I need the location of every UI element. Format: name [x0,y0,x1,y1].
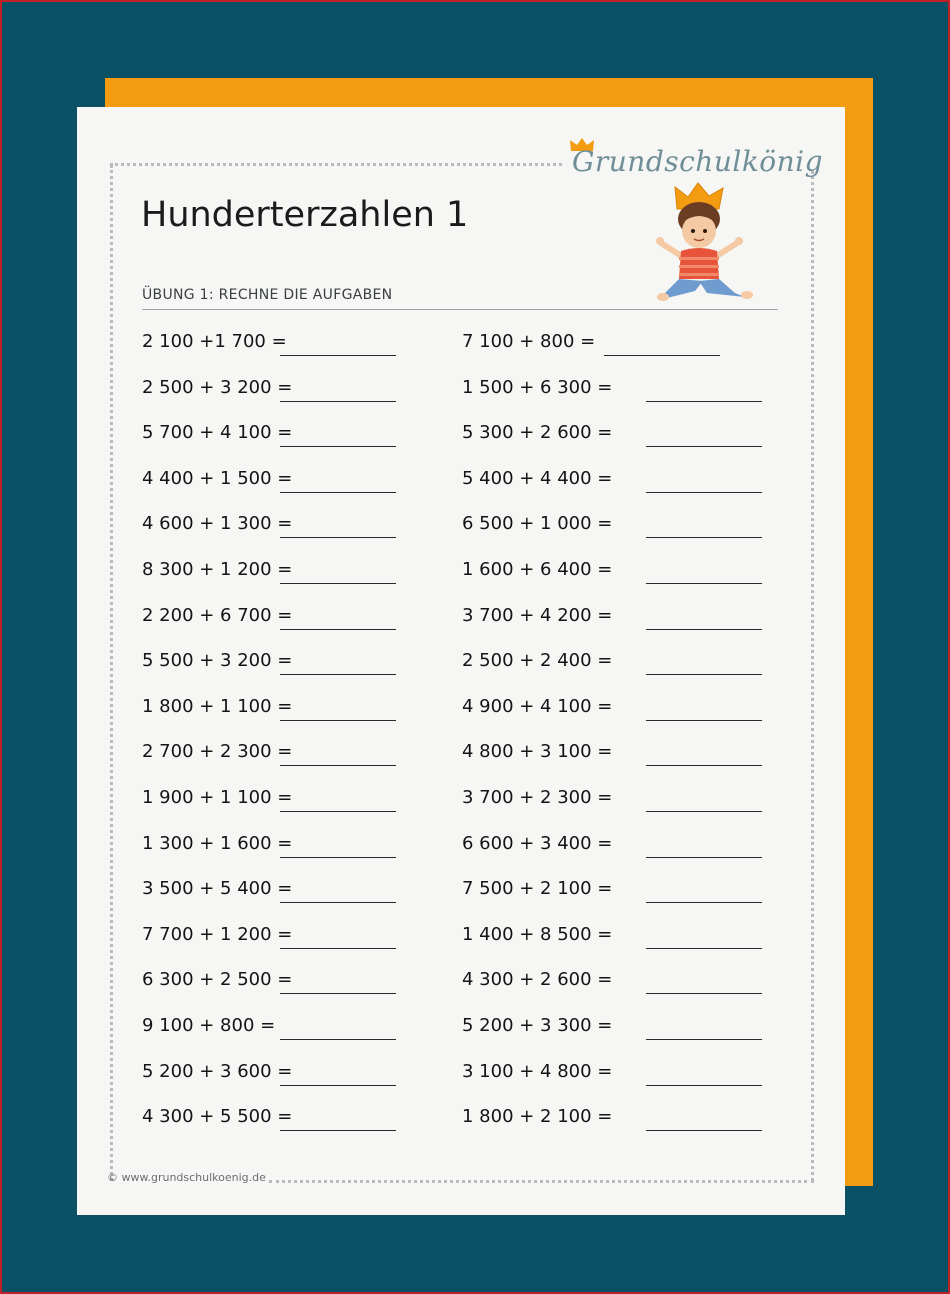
task-left: 2 500 + 3 200 = [142,376,293,398]
answer-line[interactable] [646,1130,762,1131]
answer-line[interactable] [280,1130,396,1131]
answer-line[interactable] [646,811,762,812]
page-title: Hunderterzahlen 1 [141,195,469,235]
answer-line[interactable] [280,1085,396,1086]
task-left: 5 700 + 4 100 = [142,422,293,444]
task-left: 5 500 + 3 200 = [142,650,293,672]
answer-line[interactable] [646,492,762,493]
task-right: 2 500 + 2 400 = [462,650,613,672]
dotted-border-left [110,165,113,1181]
worksheet-page [77,107,845,1215]
task-left: 1 800 + 1 100 = [142,695,293,717]
answer-line[interactable] [646,720,762,721]
answer-line[interactable] [646,629,762,630]
task-right: 4 900 + 4 100 = [462,695,613,717]
answer-line[interactable] [280,902,396,903]
answer-line[interactable] [646,948,762,949]
boy-with-crown-illustration [655,181,755,303]
answer-line[interactable] [280,674,396,675]
task-left: 6 300 + 2 500 = [142,969,293,991]
answer-line[interactable] [280,857,396,858]
task-right: 7 500 + 2 100 = [462,878,613,900]
answer-line[interactable] [280,355,396,356]
answer-line[interactable] [280,948,396,949]
answer-line[interactable] [280,583,396,584]
answer-line[interactable] [280,993,396,994]
answer-line[interactable] [280,629,396,630]
task-right: 1 600 + 6 400 = [462,559,613,580]
brand-logo-text: Grundschulkönig [572,145,824,178]
dotted-border-top [110,163,562,166]
task-left: 4 400 + 1 500 = [142,467,293,489]
answer-line[interactable] [280,1039,396,1040]
task-right: 1 500 + 6 300 = [462,376,613,398]
answer-line[interactable] [646,902,762,903]
task-left: 3 500 + 5 400 = [142,878,293,900]
answer-line[interactable] [646,674,762,675]
task-right: 3 700 + 2 300 = [462,787,613,808]
task-right: 1 400 + 8 500 = [462,923,613,945]
task-right: 4 300 + 2 600 = [462,969,613,991]
answer-line[interactable] [646,765,762,766]
answer-line[interactable] [280,446,396,447]
task-left: 1 900 + 1 100 = [142,787,293,808]
task-left: 2 100 +1 700 = [142,331,287,352]
task-right: 5 400 + 4 400 = [462,467,613,489]
answer-line[interactable] [280,401,396,402]
heading-rule [142,309,778,310]
answer-line[interactable] [280,720,396,721]
task-right: 5 300 + 2 600 = [462,422,613,444]
task-left: 9 100 + 800 = [142,1015,276,1036]
task-right: 6 500 + 1 000 = [462,513,613,535]
answer-line[interactable] [604,355,720,356]
exercise-heading: ÜBUNG 1: RECHNE DIE AUFGABEN [142,287,393,303]
task-right: 7 100 + 800 = [462,331,596,352]
answer-line[interactable] [646,1039,762,1040]
task-right: 5 200 + 3 300 = [462,1015,613,1036]
answer-line[interactable] [646,857,762,858]
answer-line[interactable] [280,537,396,538]
footer-copyright: © www.grundschulkoenig.de [107,1171,266,1184]
answer-line[interactable] [646,537,762,538]
answer-line[interactable] [280,492,396,493]
dotted-border-right [811,171,814,1181]
answer-line[interactable] [646,1085,762,1086]
task-left: 4 600 + 1 300 = [142,513,293,535]
task-left: 5 200 + 3 600 = [142,1060,293,1082]
answer-line[interactable] [280,811,396,812]
answer-line[interactable] [646,401,762,402]
task-left: 2 700 + 2 300 = [142,741,293,763]
answer-line[interactable] [646,583,762,584]
answer-line[interactable] [280,765,396,766]
dotted-border-bottom [269,1180,814,1183]
task-right: 6 600 + 3 400 = [462,832,613,854]
task-left: 7 700 + 1 200 = [142,923,293,945]
answer-line[interactable] [646,993,762,994]
task-right: 3 100 + 4 800 = [462,1060,613,1082]
answer-line[interactable] [646,446,762,447]
task-left: 1 300 + 1 600 = [142,832,293,854]
task-left: 4 300 + 5 500 = [142,1106,293,1128]
task-left: 2 200 + 6 700 = [142,604,293,626]
task-right: 4 800 + 3 100 = [462,741,613,763]
task-right: 3 700 + 4 200 = [462,604,613,626]
task-left: 8 300 + 1 200 = [142,559,293,580]
task-right: 1 800 + 2 100 = [462,1106,613,1128]
